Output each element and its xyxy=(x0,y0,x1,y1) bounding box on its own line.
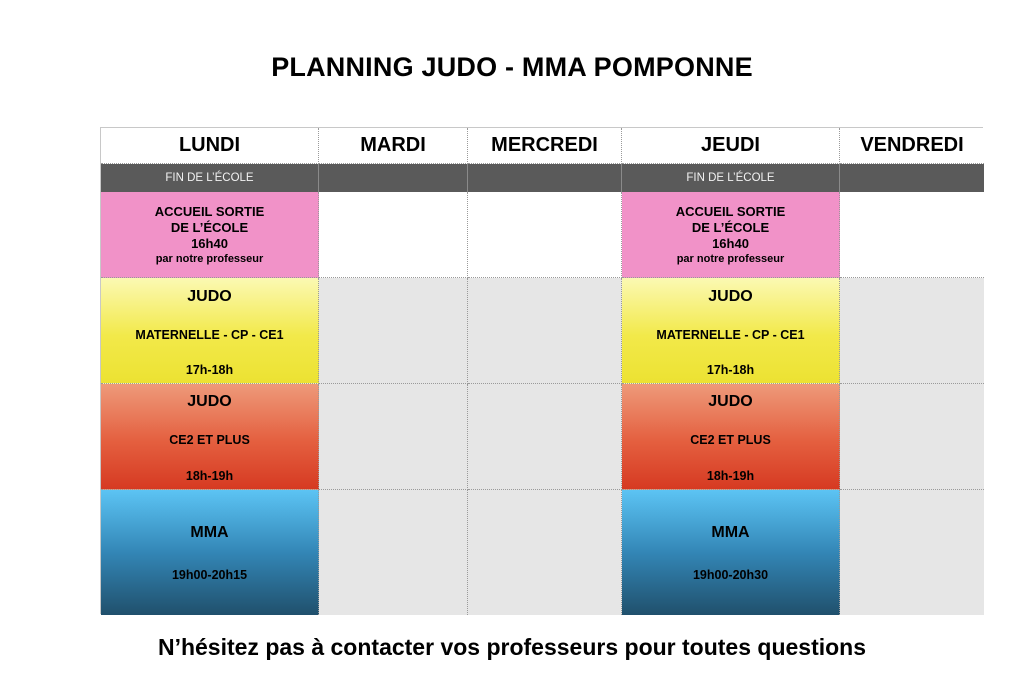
class-time: 17h-18h xyxy=(185,363,234,377)
accueil-block-jeudi xyxy=(622,192,840,278)
class-title: JUDO xyxy=(708,393,753,410)
judo-ce2-block-jeudi xyxy=(622,384,840,490)
class-time: 18h-19h xyxy=(706,469,755,483)
accueil-line2: DE L’ÉCOLE xyxy=(691,220,770,235)
class-time: 19h00-20h15 xyxy=(171,567,248,582)
empty-slot xyxy=(319,384,468,490)
class-title: JUDO xyxy=(708,288,753,305)
fin-ecole-lundi: FIN DE L’ÉCOLE xyxy=(101,164,319,192)
empty-slot xyxy=(319,490,468,615)
day-header-lundi: LUNDI xyxy=(101,128,319,164)
empty-slot xyxy=(319,192,468,278)
page-title: PLANNING JUDO - MMA POMPONNE xyxy=(271,52,753,82)
accueil-note: par notre professeur xyxy=(676,253,785,265)
fin-ecole-vendredi xyxy=(840,164,984,192)
fin-ecole-mercredi xyxy=(468,164,622,192)
empty-slot xyxy=(840,192,984,278)
fin-ecole-jeudi: FIN DE L’ÉCOLE xyxy=(622,164,840,192)
accueil-note: par notre professeur xyxy=(155,253,264,265)
accueil-time: 16h40 xyxy=(191,236,228,251)
class-title: MMA xyxy=(190,523,229,541)
empty-slot xyxy=(840,384,984,490)
day-header-vendredi: VENDREDI xyxy=(840,128,984,164)
class-title: JUDO xyxy=(187,393,232,410)
day-header-jeudi: JEUDI xyxy=(622,128,840,164)
judo-maternelle-block-jeudi xyxy=(622,278,840,384)
class-time: 18h-19h xyxy=(185,469,234,483)
empty-slot xyxy=(468,384,622,490)
mma-block-jeudi xyxy=(622,490,840,615)
judo-maternelle-block-lundi xyxy=(101,278,319,384)
accueil-time: 16h40 xyxy=(712,236,749,251)
class-time: 19h00-20h30 xyxy=(692,567,769,582)
class-title: JUDO xyxy=(187,288,232,305)
class-time: 17h-18h xyxy=(706,363,755,377)
class-level: MATERNELLE - CP - CE1 xyxy=(656,327,805,342)
empty-slot xyxy=(468,278,622,384)
empty-slot xyxy=(319,278,468,384)
accueil-line1: ACCUEIL SORTIE xyxy=(154,204,265,219)
footer-note: N’hésitez pas à contacter vos professeurs pour toutes questions xyxy=(157,634,867,660)
schedule-table xyxy=(100,127,983,614)
accueil-block-lundi xyxy=(101,192,319,278)
day-header-mercredi: MERCREDI xyxy=(468,128,622,164)
class-level: CE2 ET PLUS xyxy=(169,433,250,447)
class-level: CE2 ET PLUS xyxy=(690,433,771,447)
class-title: MMA xyxy=(711,523,750,541)
accueil-line2: DE L’ÉCOLE xyxy=(170,220,249,235)
accueil-line1: ACCUEIL SORTIE xyxy=(675,204,786,219)
empty-slot xyxy=(468,192,622,278)
empty-slot xyxy=(840,278,984,384)
judo-ce2-block-lundi xyxy=(101,384,319,490)
day-header-mardi: MARDI xyxy=(319,128,468,164)
empty-slot xyxy=(840,490,984,615)
class-level: MATERNELLE - CP - CE1 xyxy=(135,327,284,342)
fin-ecole-mardi xyxy=(319,164,468,192)
empty-slot xyxy=(468,490,622,615)
mma-block-lundi xyxy=(101,490,319,615)
